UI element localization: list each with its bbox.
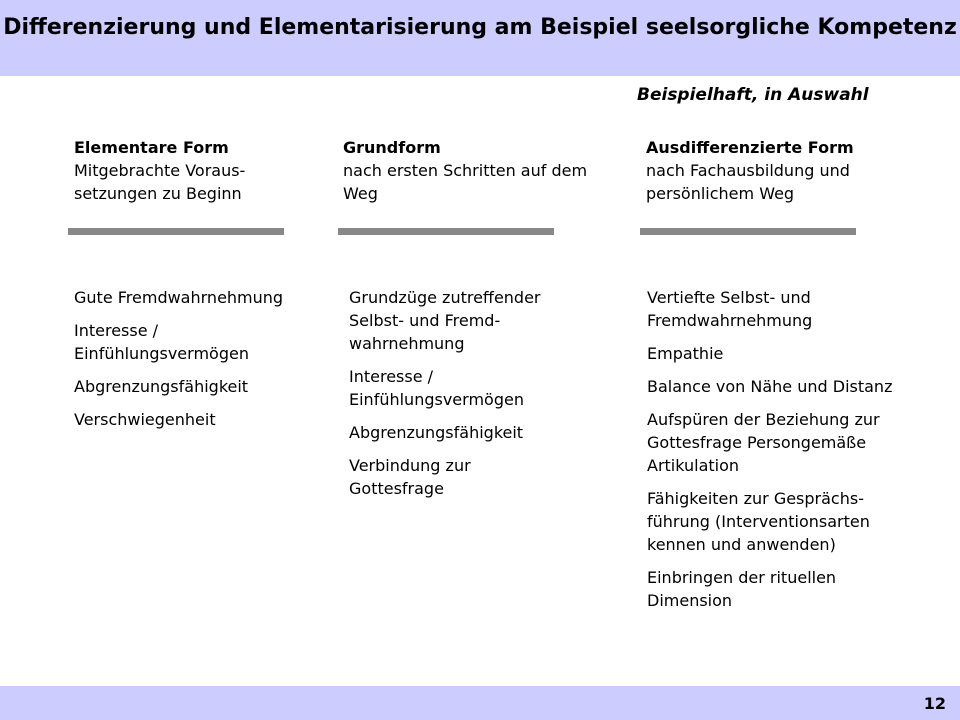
list-item: Interesse / Einfühlungsvermögen — [74, 321, 249, 363]
list-item: Vertiefte Selbst- und Fremdwahrnehmung — [647, 288, 813, 330]
page-title: Differenzierung und Elementarisierung am Beispiel seelsorgliche Kompetenz — [3, 15, 957, 40]
footer-bar — [0, 686, 960, 720]
column-divider-bar — [68, 228, 284, 235]
column-description: nach Fachausbildung und persönlichem Weg — [646, 161, 850, 203]
list-item: Einbringen der rituellen Dimension — [647, 568, 837, 610]
column-list-grundform — [349, 286, 549, 510]
column-heading: Elementare Form — [74, 138, 229, 157]
column-list-ausdifferenziert — [647, 286, 917, 622]
column-description: nach ersten Schritten auf dem Weg — [343, 161, 588, 203]
subtitle: Beispielhaft, in Auswahl — [637, 85, 869, 105]
column-heading: Ausdifferenzierte Form — [646, 138, 854, 157]
list-item: Balance von Nähe und Distanz — [647, 377, 893, 396]
column-list-elementare — [74, 286, 289, 441]
column-header-ausdifferenziert — [646, 136, 916, 205]
list-item: Interesse / Einfühlungsvermögen — [349, 367, 524, 409]
column-description: Mitgebrachte Voraus- setzungen zu Beginn — [74, 161, 246, 203]
list-item: Grundzüge zutreffender Selbst- und Fremd- wahrnehmung — [349, 288, 541, 353]
list-item: Fähigkeiten zur Gesprächs- führung (Interventionsarten kennen und anwenden) — [647, 489, 870, 554]
list-item: Abgrenzungsfähigkeit — [349, 423, 524, 442]
page-number: 12 — [923, 694, 946, 713]
column-divider-bar — [338, 228, 554, 235]
list-item: Aufspüren der Beziehung zur Gottesfrage Persongemäße Artikulation — [647, 410, 880, 475]
list-item: Verschwiegenheit — [74, 410, 216, 429]
column-divider-bar — [640, 228, 856, 235]
column-header-grundform — [343, 136, 588, 205]
column-heading: Grundform — [343, 138, 441, 157]
column-header-elementare — [74, 136, 284, 205]
list-item: Empathie — [647, 344, 724, 363]
list-item: Gute Fremdwahrnehmung — [74, 288, 284, 307]
list-item: Verbindung zur Gottesfrage — [349, 456, 471, 498]
list-item: Abgrenzungsfähigkeit — [74, 377, 249, 396]
